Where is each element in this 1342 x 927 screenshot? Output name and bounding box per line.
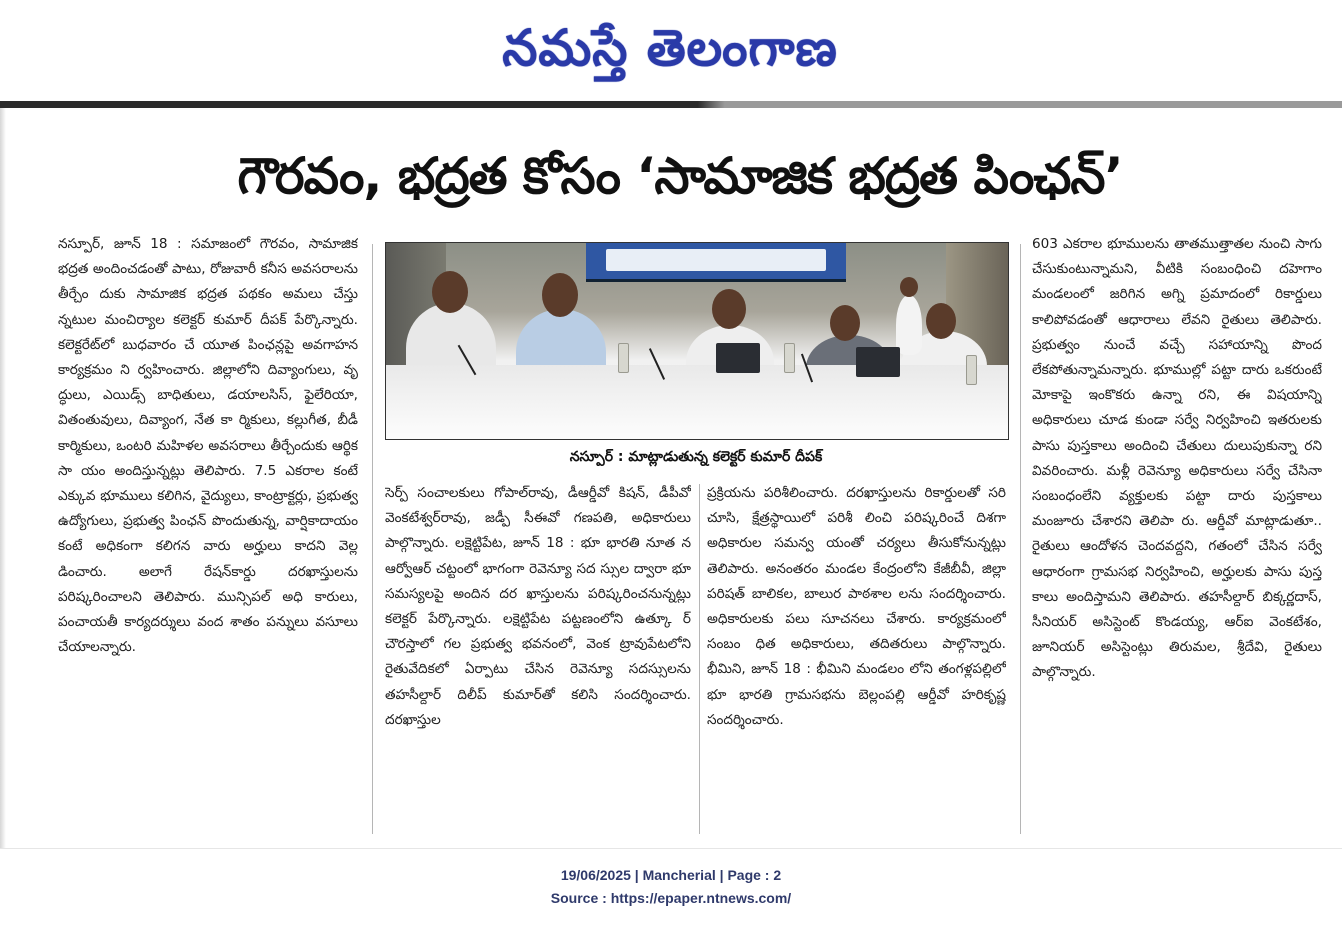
article-text-col1: నస్పూర్, జూన్ 18 : సమాజంలో గౌరవం, సామాజిక భద్రత అందించడంతో పాటు, రోజువారీ కనీస అవసరాలను తీర్చేం దుకు సామాజిక భద్రత పథకం అమలు చేస్తు న్నటుల మంచిర్యాల కలెక్టర్ కుమార్ దీపక్ పేర్కొన్నారు. కలెక్టరేట్‌లో బుధవారం చే యూత పింఛన్లపై అవగాహన కార్యక్రమం ని ర్వహించారు. జిల్లాలోని దివ్యాంగులు, వృ ద్ధులు, ఎయిడ్స్ బాధితులు, డయాలసిస్, ఫైలేరియా, వితంతువులు, దివ్యాంగ, నేత కా ర్మికులు, కల్లుగీత, బీడీ కార్మికులు, ఒంటరి మహిళల అవసరాలు తీర్చేందుకు ఆర్థిక సా యం అందిస్తున్నట్లు తెలిపారు. 7.5 ఎకరాల కంటే ఎక్కువ భూములు కలిగిన, వైద్యులు, కాంట్రాక్టర్లు, ప్రభుత్వ ఉద్యోగులు, ప్రభుత్వ పింఛన్ పొందుతున్న, వార్షికాదాయం కంటే అధికంగా కలిగన వారు అర్హులు కాదని వెల్ల డించారు. అలాగే రేషన్‌కార్డు దరఖాస్తులను పరిష్కరించాలని తెలిపారు. మున్సిపల్ అధి కారులు, పంచాయతీ కార్యదర్శులు వంద శాతం పన్నులు వసూలు చేయాలన్నారు. bbox=[58, 236, 358, 656]
photo-conference-table bbox=[386, 365, 1008, 439]
photo-person-standing bbox=[896, 295, 922, 355]
article-text-col3: ప్రక్రియను పరిశీలించారు. దరఖాస్తులను రికార్డులతో సరి చూసి, క్షేత్రస్థాయిలో పరిశీ లించి పరిష్కరించే దిశగా అధికారుల సమన్వ యంతో చర్యలు తీసుకోనున్నట్లు తెలిపారు. అనంతరం మండల కేంద్రంలోని కేజీబీవీ, జిల్లా పరిషత్ బాలికల, బాలుర పాఠశాల లను సందర్శించారు. అధికారులకు పలు సూచనలు చేశారు. కార్యక్రమంలో సంబం ధిత అధికారులు, తదితరులు పాల్గొన్నారు. భీమిని, జూన్ 18 : భీమిని మండలం లోని తంగళ్లపల్లిలో భూ భారతి గ్రామసభను బెల్లంపల్లి ఆర్డీవో హరికృష్ణ సందర్శించారు. bbox=[707, 485, 1006, 728]
footer-separator-2: | bbox=[715, 867, 728, 883]
photo-caption: నస్పూర్ : మాట్లాడుతున్న కలెక్టర్ కుమార్ దీపక్ bbox=[569, 449, 823, 465]
article-text-col2: సెర్ప్ సంచాలకులు గోపాల్‌రావు, డీఆర్డీవో కిషన్, డీపీవో వెంకటేశ్వర్‌రావు, జడ్పీ సీఈవో గణపతి, అధికారులు పాల్గొన్నారు. లక్షెట్టిపేట, జూన్ 18 : భూ భారతి నూత న ఆర్వోఆర్ చట్టంలో భాగంగా రెవెన్యూ సద స్సుల ద్వారా భూ సమస్యలపై అందిన దర ఖాస్తులను పరిష్కరించనున్నట్లు కలెక్టర్ పేర్కొన్నారు. లక్షెట్టిపేట పట్టణంలోని ఉత్కూ ర్ చౌరస్తాలో గల ప్రభుత్వ భవనంలో, వెంక ట్రావుపేటలోని రైతువేదికలో ఏర్పాటు చేసిన రెవెన్యూ సదస్సులను తహసీల్దార్ దిలీప్ కుమార్‌తో కలిసి సందర్శించారు. దరఖాస్తుల bbox=[385, 485, 691, 728]
footer-separator-1: | bbox=[630, 867, 643, 883]
headline: గౌరవం, భద్రత కోసం ‘సామాజిక భద్రత పింఛన్’ bbox=[237, 147, 1123, 205]
photo-bottle-3 bbox=[966, 355, 977, 385]
article-column-2 bbox=[385, 481, 691, 836]
footer-source-label: Source : bbox=[550, 890, 611, 906]
photo-person-4-head bbox=[830, 305, 860, 341]
photo-bottle-1 bbox=[618, 343, 629, 373]
footer-date: 19/06/2025 bbox=[560, 867, 631, 883]
masthead-rule bbox=[0, 101, 1342, 108]
footer-source-link[interactable]: https://epaper.ntnews.com/ bbox=[610, 890, 792, 906]
photo-monitor-2 bbox=[856, 347, 900, 377]
column-divider-2 bbox=[699, 484, 700, 834]
photo-banner-screen bbox=[586, 243, 846, 282]
article-column-1 bbox=[58, 232, 358, 832]
photo-person-2-head bbox=[542, 273, 578, 317]
article-column-3 bbox=[707, 481, 1006, 836]
photo-person-1-head bbox=[432, 271, 468, 313]
footer-edition-line bbox=[0, 866, 1342, 884]
photo-person-5-head bbox=[926, 303, 956, 339]
column-divider-3 bbox=[1020, 244, 1021, 834]
footer-source-line bbox=[0, 889, 1342, 907]
footer-page: Page : 2 bbox=[727, 867, 782, 883]
page-edge-shadow bbox=[0, 108, 6, 848]
footer-rule bbox=[0, 848, 1342, 849]
photo-banner-panel bbox=[606, 249, 826, 271]
photo-bottle-2 bbox=[784, 343, 795, 373]
article-column-4 bbox=[1032, 232, 1322, 832]
masthead bbox=[0, 0, 1342, 100]
masthead-logo: నమస్తే తెలంగాణ bbox=[502, 19, 838, 77]
column-divider-1 bbox=[372, 244, 373, 834]
article-text-col4: 603 ఎకరాల భూములను తాతముత్తాతల నుంచి సాగు చేసుకుంటున్నామని, వీటికి సంబంధించి దహెగాం మండలంలో జరిగిన అగ్ని ప్రమాదంలో రికార్డులు కాలిపోవడంతో ఆధారాలు లేవని రైతులు తెలిపారు. ప్రభుత్వం నుంచే వచ్చే సహాయాన్ని పొంద లేకపోతున్నామన్నారు. భూముల్లో పట్టా దారు ఒకరుంటే మోకాపై ఇంకొకరు ఉన్నా రని, ఈ విషయాన్ని అధికారులు చూడ కుండా సర్వే నిర్వహించి ఇతరులకు పాసు పుస్తకాలు అందించి చేతులు దులుపుకున్నా రని వివరించారు. మళ్లీ రెవెన్యూ అధికారులు సర్వే చేసినా సంబంధంలేని వ్యక్తులకు పట్టా దారు పుస్తకాలు మంజూరు చేశారని తెలిపా రు. ఆర్డీవో మాట్లాడుతూ.. రైతులు ఆందోళన చెందవద్దని, గతంలో చేసిన సర్వే ఆధారంగా గ్రామసభ నిర్వహించి, అర్హులకు పాసు పుస్త కాలు అందిస్తామని తెలిపారు. తహసీల్దార్ బిక్కర్ణదాస్, సీనియర్ అసిస్టెంట్ కొండయ్య, ఆర్ఐ వెంకటేశం, జూనియర్ అసిస్టెంట్లు తిరుమల, శ్రీదేవి, రైతులు పాల్గొన్నారు. bbox=[1032, 236, 1322, 681]
article-photo bbox=[385, 242, 1009, 440]
footer-edition: Mancherial bbox=[642, 867, 716, 883]
photo-monitor-1 bbox=[716, 343, 760, 373]
photo-person-standing-head bbox=[900, 277, 918, 297]
photo-person-3-head bbox=[712, 289, 746, 329]
